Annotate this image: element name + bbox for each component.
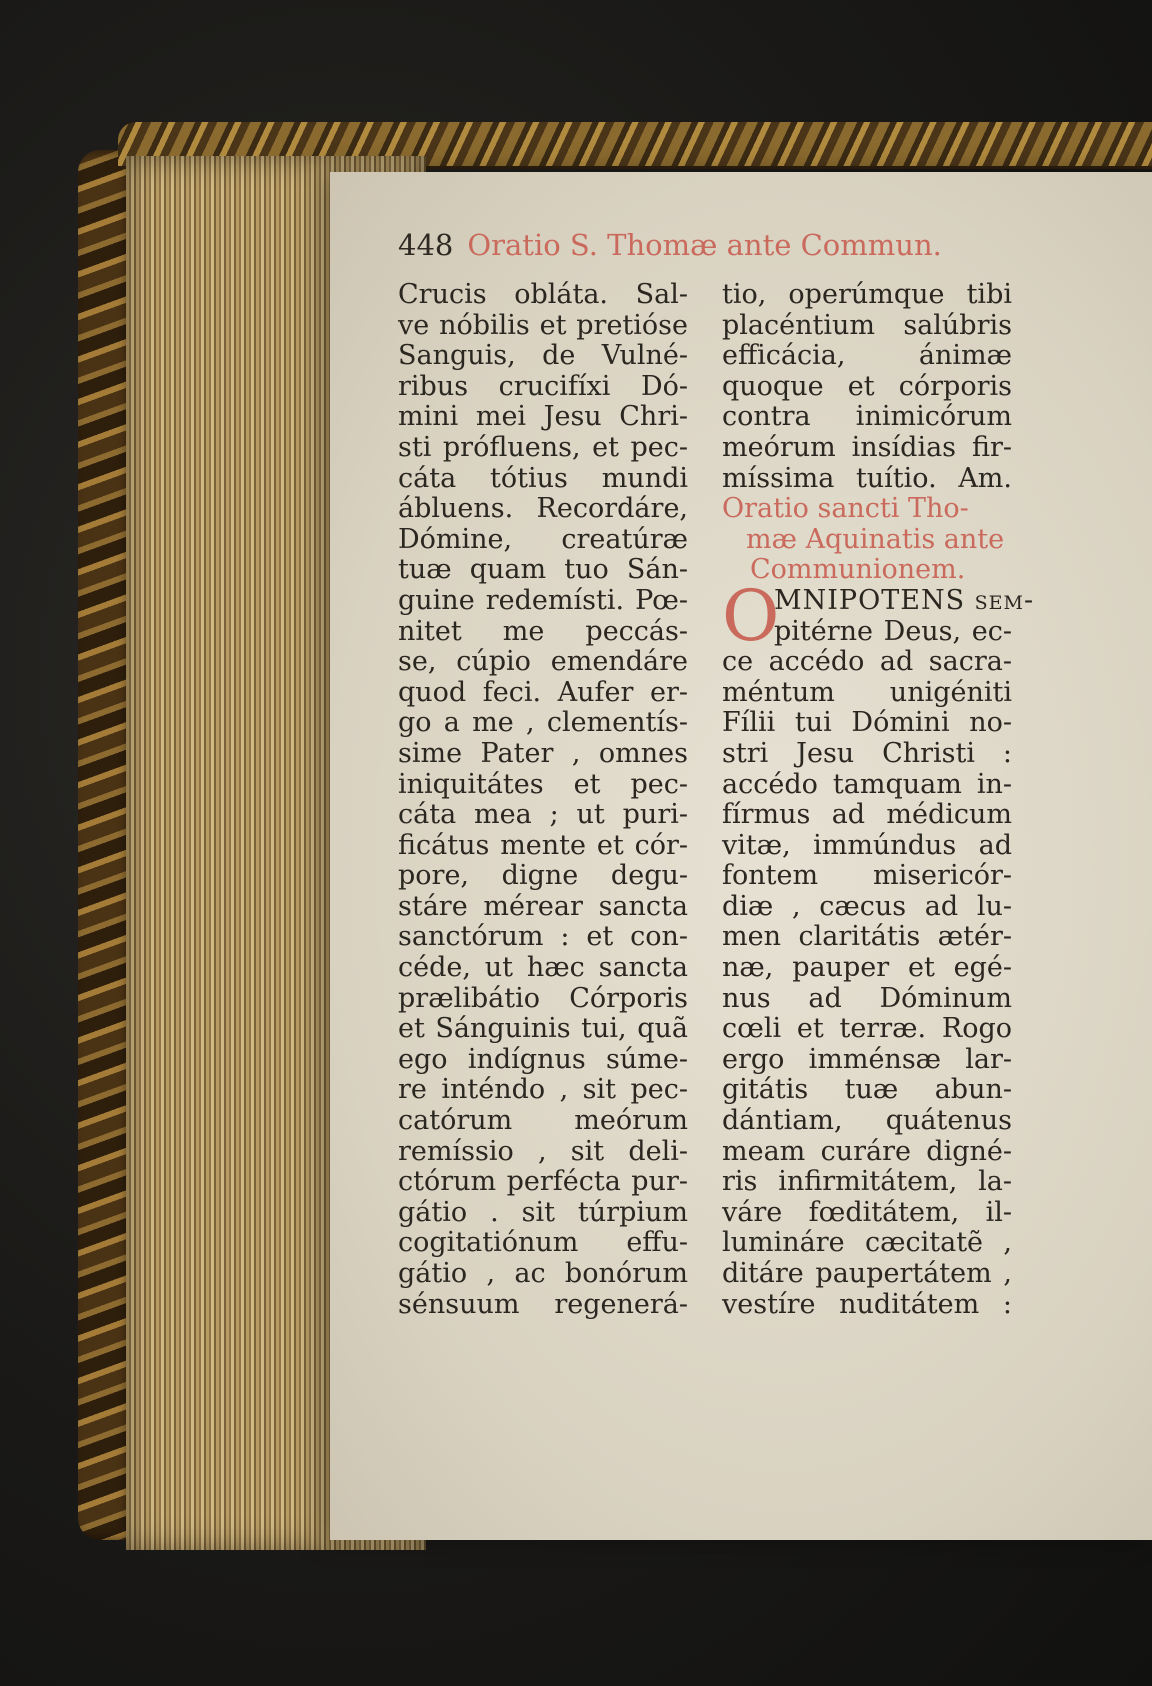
text-line: lumináre cæcitatẽ , — [722, 1227, 1012, 1259]
text-line: ábluens. Recordáre, — [398, 493, 688, 525]
text-line: ditáre paupertátem , — [722, 1258, 1012, 1289]
text-line: cœli et terræ. Rogo — [722, 1013, 1012, 1045]
text-line: ficátus mente et cór- — [398, 829, 688, 861]
text-line: Dómine, creatúræ — [398, 523, 688, 555]
text-line: cogitatiónum effu- — [398, 1227, 688, 1259]
text-line: contra inimicórum — [722, 401, 1012, 433]
text-line: meam curáre digné- — [722, 1135, 1012, 1167]
left-column — [398, 280, 688, 1320]
text-line: fírmus ad médicum — [722, 799, 1012, 831]
text-line: tuæ quam tuo Sán- — [398, 554, 688, 586]
text-line: diæ , cæcus ad lu- — [722, 890, 1012, 922]
text-line: míssima tuítio. Am. — [722, 462, 1012, 494]
text-line: vitæ, immúndus ad — [722, 829, 1012, 861]
text-line: mini mei Jesu Chri- — [398, 401, 688, 433]
text-line: ctórum perfécta pur- — [398, 1166, 688, 1198]
text-line: næ, pauper et egé- — [722, 952, 1012, 984]
text-line: nus ad Dóminum — [722, 982, 1012, 1014]
text-line: remíssio , sit deli- — [398, 1135, 688, 1167]
rubric-heading-line: mæ Aquinatis ante — [746, 523, 1005, 555]
prayer-opening-words: MNIPOTENS sem- — [774, 584, 1035, 616]
text-line: vestíre nuditátem : — [722, 1288, 1012, 1320]
text-line: iniquitátes et pec- — [398, 768, 688, 800]
text-line: go a me , clementís- — [398, 707, 688, 739]
text-line: gátio , ac bonórum — [398, 1258, 688, 1289]
text-line: ve nóbilis et pretióse — [398, 309, 688, 341]
text-line: dántiam, quátenus — [722, 1105, 1012, 1137]
page-header — [398, 228, 1018, 262]
text-line: se, cúpio emendáre — [398, 646, 688, 678]
text-line: re inténdo , sit pec- — [398, 1074, 688, 1106]
text-line: cáta mea ; ut puri- — [398, 799, 688, 831]
text-line: gátio . sit túrpium — [398, 1196, 688, 1228]
text-line: men claritátis ætér- — [722, 921, 1012, 953]
text-line: cáta tótius mundi — [398, 462, 688, 494]
rubric-heading-line: Oratio sancti Tho- — [722, 493, 969, 525]
right-column — [722, 279, 1035, 1320]
text-line: céde, ut hæc sancta — [398, 952, 688, 984]
text-line: guine redemísti. Pœ- — [398, 584, 688, 616]
drop-cap: O — [722, 574, 780, 657]
text-line: catórum meórum — [398, 1105, 688, 1137]
text-line: ego indígnus súme- — [398, 1043, 688, 1075]
text-line: quod feci. Aufer er- — [398, 676, 688, 708]
page-number: 448 — [398, 228, 454, 262]
text-line: stáre mérear sancta — [398, 890, 688, 922]
text-line: ribus crucifíxi Dó- — [398, 370, 688, 402]
text-line: Fílii tui Dómini no- — [722, 707, 1012, 739]
text-line: efficácia, ánimæ — [722, 340, 1012, 372]
running-title: Oratio S. Thomæ ante Commun. — [467, 228, 942, 262]
text-line: váre fœditátem, il- — [722, 1196, 1012, 1228]
text-line: sénsuum regenerá- — [398, 1288, 688, 1320]
text-line: sanctórum : et con- — [398, 921, 688, 953]
text-line: sime Pater , omnes — [398, 737, 688, 769]
text-line: méntum unigéniti — [722, 676, 1012, 708]
text-line: ce accédo ad sacra- — [722, 646, 1012, 678]
text-line: prælibátio Córporis — [398, 982, 688, 1014]
text-line: pore, digne degu- — [398, 860, 688, 892]
text-line: pitérne Deus, ec- — [774, 615, 1012, 647]
text-line: Sanguis, de Vulné- — [398, 340, 688, 372]
text-line: gitátis tuæ abun- — [722, 1074, 1012, 1106]
text-line: quoque et córporis — [722, 370, 1012, 402]
text-line: nitet me peccás- — [398, 615, 688, 647]
text-line: accédo tamquam in- — [722, 768, 1012, 800]
text-line: ergo imménsæ lar- — [722, 1043, 1012, 1075]
text-line: ris infirmitátem, la- — [722, 1166, 1012, 1198]
text-line: Crucis obláta. Sal- — [398, 279, 688, 310]
prayer-book — [78, 122, 1152, 1562]
rubric-heading-line: Communionem. — [750, 554, 966, 586]
book-page — [330, 172, 1152, 1540]
text-line: fontem misericór- — [722, 860, 1012, 892]
text-line: sti prófluens, et pec- — [398, 431, 688, 463]
text-line: stri Jesu Christi : — [722, 737, 1012, 769]
text-line: meórum insídias fir- — [722, 431, 1012, 463]
text-line: placéntium salúbris — [722, 309, 1012, 341]
text-line: tio, operúmque tibi — [722, 279, 1012, 310]
text-line: et Sánguinis tui, quã — [398, 1013, 688, 1045]
